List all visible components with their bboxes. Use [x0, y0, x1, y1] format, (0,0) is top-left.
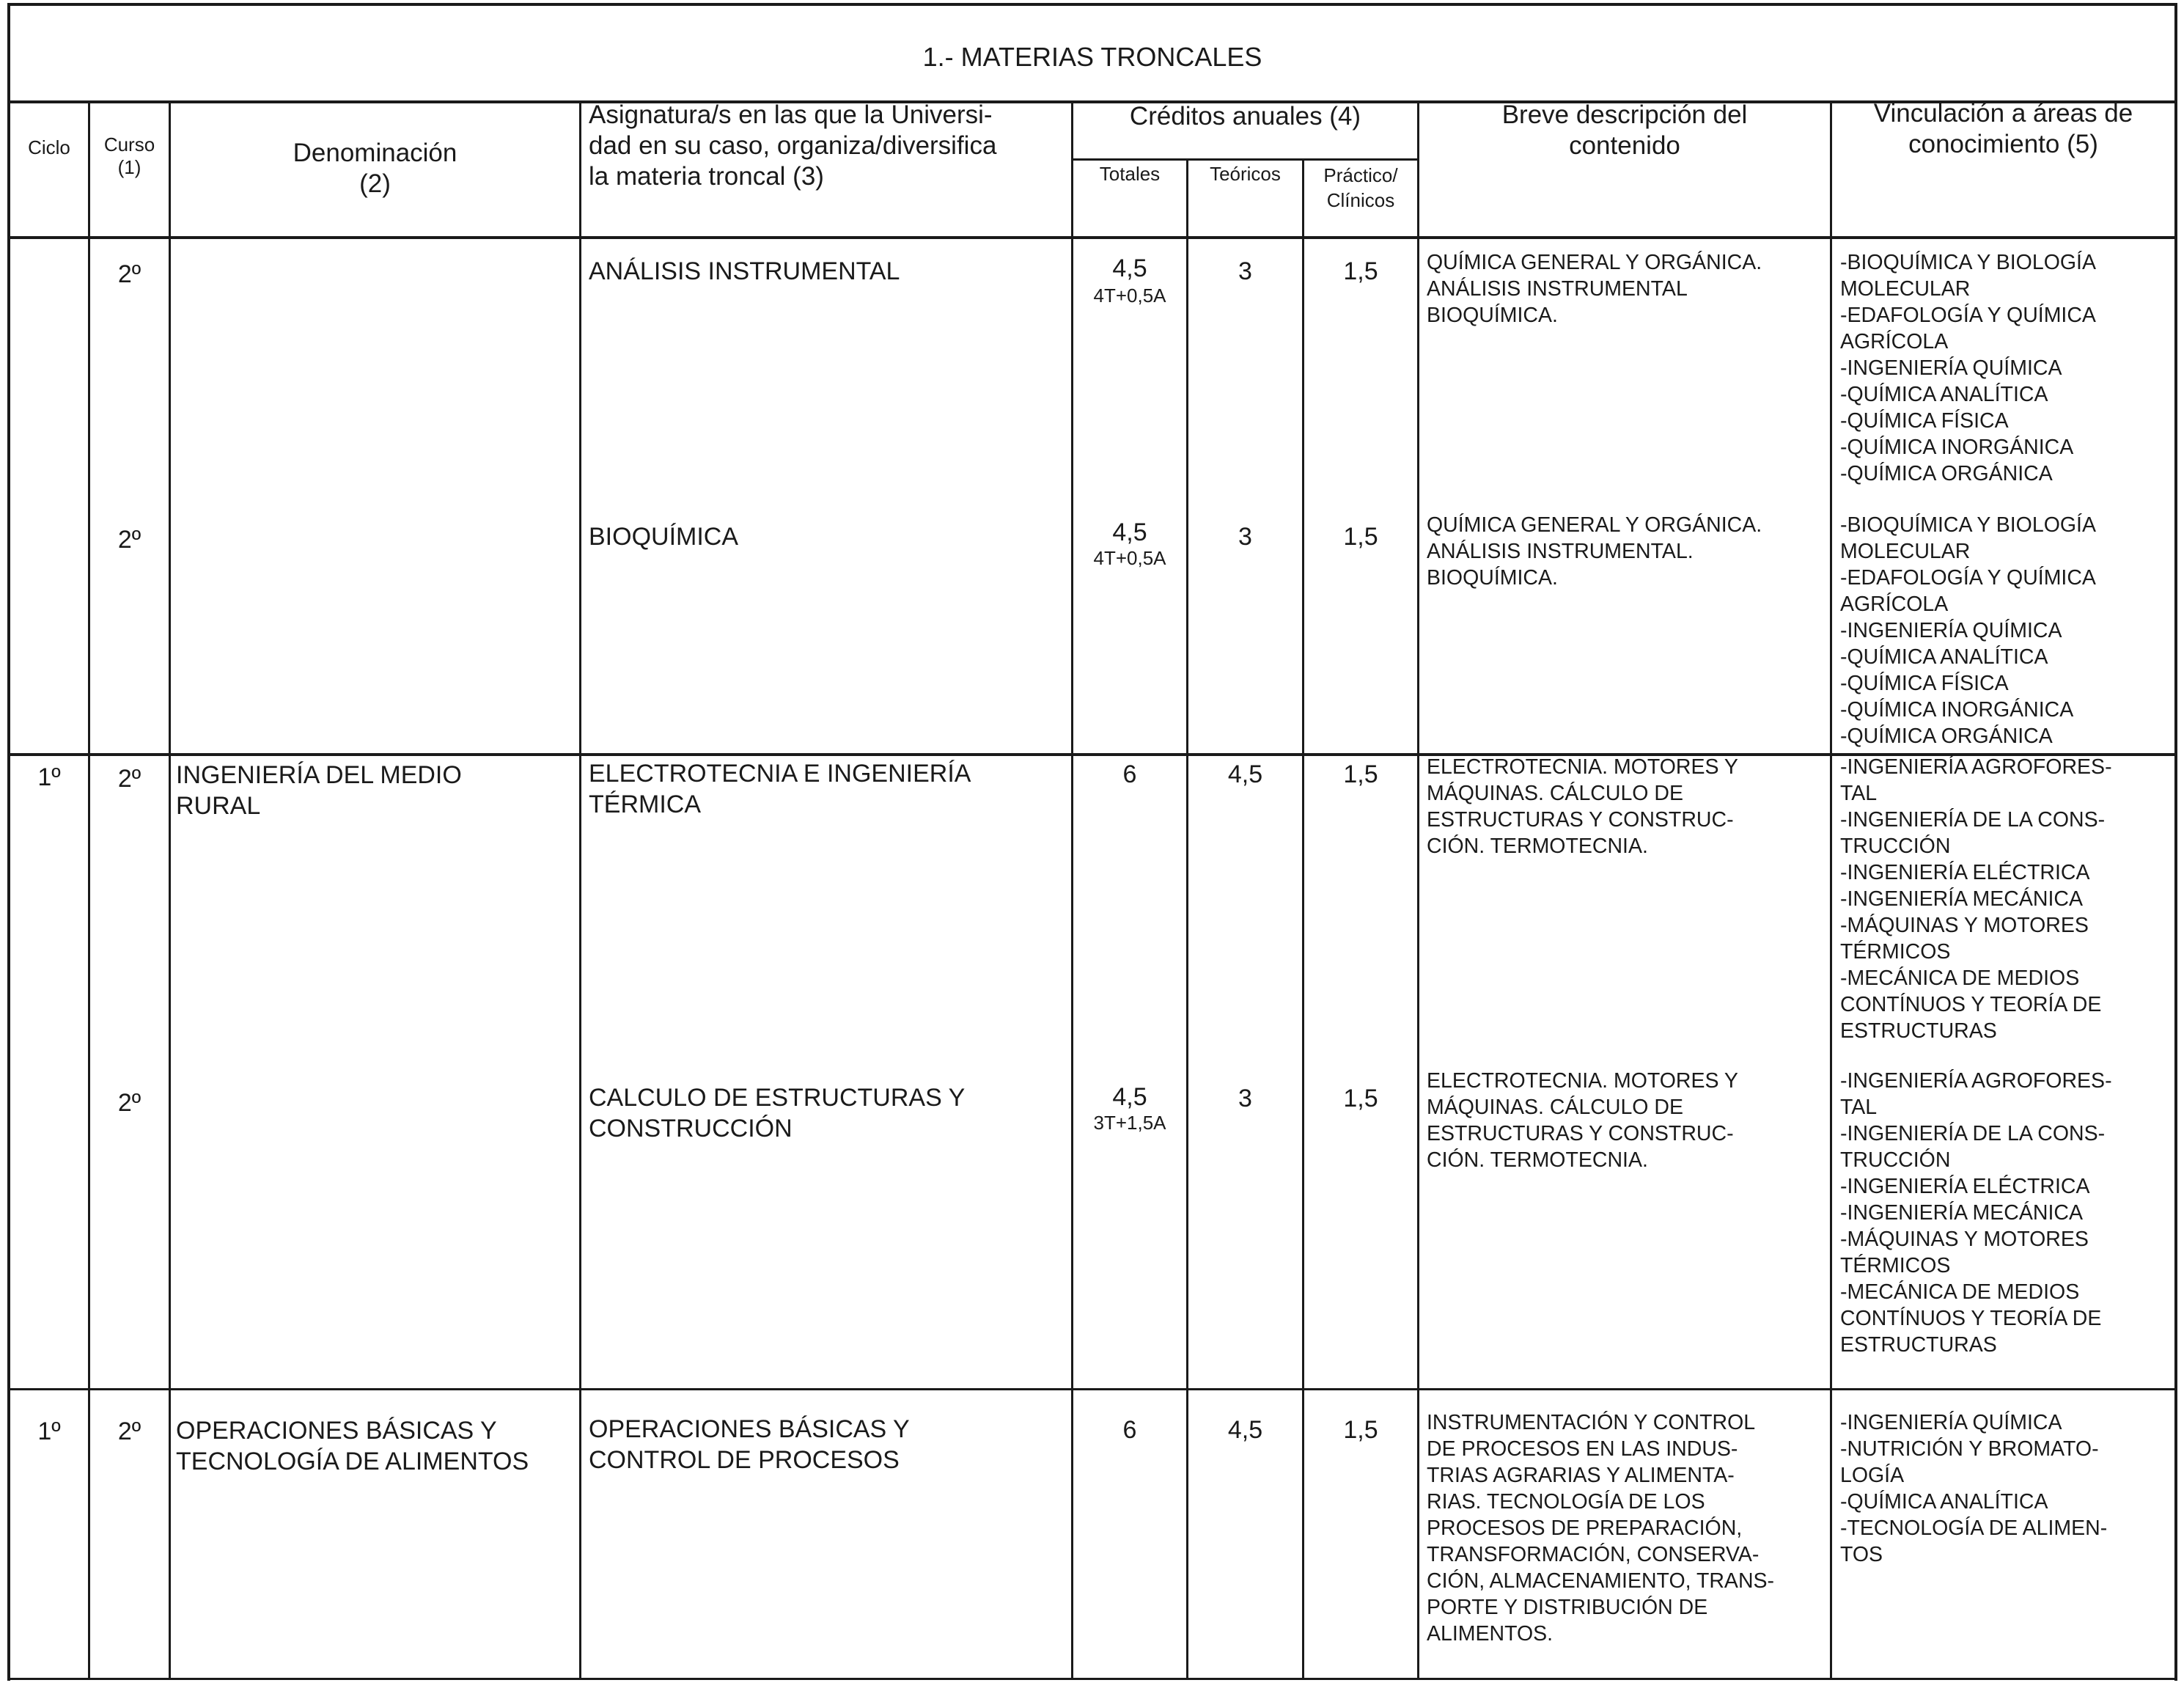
cell-ciclo: 1º — [37, 763, 61, 791]
cell-totales: 4,5 — [1112, 254, 1147, 282]
header-curso: Curso (1) — [103, 133, 155, 179]
header-practicos: Práctico/ Clínicos — [1323, 164, 1398, 211]
cell-teoricos: 4,5 — [1227, 760, 1263, 788]
header-vinculacion: Vinculación a áreas de conocimiento (5) — [1873, 99, 2133, 158]
cell-practicos: 1,5 — [1343, 523, 1378, 551]
cell-teoricos: 3 — [1238, 1085, 1252, 1112]
header-denominacion: Denominación (2) — [293, 139, 457, 198]
cell-asignatura: OPERACIONES BÁSICAS Y CONTROL DE PROCESOS — [589, 1415, 910, 1474]
cell-descripcion: INSTRUMENTACIÓN Y CONTROL DE PROCESOS EN LAS INDUS- TRIAS AGRARIAS Y ALIMENTA- RIAS. TECNOLOGÍA DE LOS PROCESOS DE PREPARACIÓN, TRANSFORMACIÓN, CONSERVA- CIÓN, ALMACENAMIENTO, TRANS- PORTE Y DISTRIBUCIÓN DE ALIMENTOS. — [1427, 1411, 1775, 1646]
cell-denominacion: OPERACIONES BÁSICAS Y TECNOLOGÍA DE ALIMENTOS — [176, 1417, 529, 1475]
cell-descripcion: QUÍMICA GENERAL Y ORGÁNICA. ANÁLISIS INSTRUMENTAL BIOQUÍMICA. — [1427, 251, 1762, 327]
cell-teoricos: 3 — [1238, 257, 1252, 285]
cell-totales-detalle: 4T+0,5A — [1093, 547, 1166, 569]
cell-descripcion: ELECTROTECNIA. MOTORES Y MÁQUINAS. CÁLCULO DE ESTRUCTURAS Y CONSTRUC- CIÓN. TERMOTECNIA. — [1427, 1069, 1738, 1172]
cell-asignatura: ANÁLISIS INSTRUMENTAL — [589, 257, 900, 285]
cell-practicos: 1,5 — [1343, 1085, 1378, 1112]
cell-practicos: 1,5 — [1343, 1416, 1378, 1444]
cell-totales-detalle: 4T+0,5A — [1093, 285, 1166, 307]
cell-totales: 6 — [1122, 1416, 1137, 1444]
cell-teoricos: 4,5 — [1227, 1416, 1263, 1444]
cell-denominacion: INGENIERÍA DEL MEDIO RURAL — [176, 761, 462, 820]
header-creditos: Créditos anuales (4) — [1129, 102, 1361, 131]
cell-curso: 2º — [117, 1089, 141, 1117]
cell-vinculacion: -INGENIERÍA AGROFORES- TAL -INGENIERÍA DE LA CONS- TRUCCIÓN -INGENIERÍA ELÉCTRICA -INGENIERÍA MECÁNICA -MÁQUINAS Y MOTORES TÉRMICOS -MECÁNICA DE MEDIOS CONTÍNUOS Y TEORÍA DE ESTRUCTURAS — [1840, 755, 2112, 1043]
cell-practicos: 1,5 — [1343, 257, 1378, 285]
cell-totales: 4,5 — [1112, 518, 1147, 546]
cell-totales: 6 — [1122, 760, 1137, 788]
cell-practicos: 1,5 — [1343, 760, 1378, 788]
cell-asignatura: ELECTROTECNIA E INGENIERÍA TÉRMICA — [589, 760, 971, 818]
header-ciclo: Ciclo — [28, 136, 70, 158]
cell-curso: 2º — [117, 526, 141, 554]
cell-descripcion: QUÍMICA GENERAL Y ORGÁNICA. ANÁLISIS INSTRUMENTAL. BIOQUÍMICA. — [1427, 513, 1762, 590]
cell-asignatura: CALCULO DE ESTRUCTURAS Y CONSTRUCCIÓN — [589, 1084, 966, 1142]
cell-curso: 2º — [117, 1417, 141, 1445]
cell-totales-detalle: 3T+1,5A — [1093, 1112, 1166, 1134]
cell-vinculacion: -BIOQUÍMICA Y BIOLOGÍA MOLECULAR -EDAFOLOGÍA Y QUÍMICA AGRÍCOLA -INGENIERÍA QUÍMICA -QUÍMICA ANALÍTICA -QUÍMICA FÍSICA -QUÍMICA INORGÁNICA -QUÍMICA ORGÁNICA — [1840, 251, 2096, 485]
header-descripcion: Breve descripción del contenido — [1501, 100, 1748, 160]
cell-curso: 2º — [117, 765, 141, 793]
page-title: 1.- MATERIAS TRONCALES — [922, 42, 1262, 72]
cell-asignatura: BIOQUÍMICA — [589, 523, 739, 551]
cell-curso: 2º — [117, 260, 141, 288]
cell-vinculacion: -INGENIERÍA AGROFORES- TAL -INGENIERÍA DE LA CONS- TRUCCIÓN -INGENIERÍA ELÉCTRICA -INGENIERÍA MECÁNICA -MÁQUINAS Y MOTORES TÉRMICOS -MECÁNICA DE MEDIOS CONTÍNUOS Y TEORÍA DE ESTRUCTURAS — [1840, 1069, 2112, 1357]
header-totales: Totales — [1099, 163, 1161, 185]
cell-teoricos: 3 — [1238, 523, 1252, 551]
header-teoricos: Teóricos — [1210, 163, 1281, 185]
header-asignaturas: Asignatura/s en las que la Universi- dad en su caso, organiza/diversifica la materia troncal (3) — [589, 100, 997, 191]
cell-vinculacion: -INGENIERÍA QUÍMICA -NUTRICIÓN Y BROMATO- LOGÍA -QUÍMICA ANALÍTICA -TECNOLOGÍA DE ALIMEN- TOS — [1840, 1411, 2108, 1566]
cell-ciclo: 1º — [37, 1417, 61, 1445]
cell-vinculacion: -BIOQUÍMICA Y BIOLOGÍA MOLECULAR -EDAFOLOGÍA Y QUÍMICA AGRÍCOLA -INGENIERÍA QUÍMICA -QUÍMICA ANALÍTICA -QUÍMICA FÍSICA -QUÍMICA INORGÁNICA -QUÍMICA ORGÁNICA — [1840, 513, 2096, 748]
cell-descripcion: ELECTROTECNIA. MOTORES Y MÁQUINAS. CÁLCULO DE ESTRUCTURAS Y CONSTRUC- CIÓN. TERMOTECNIA. — [1427, 755, 1738, 858]
cell-totales: 4,5 — [1112, 1083, 1147, 1111]
